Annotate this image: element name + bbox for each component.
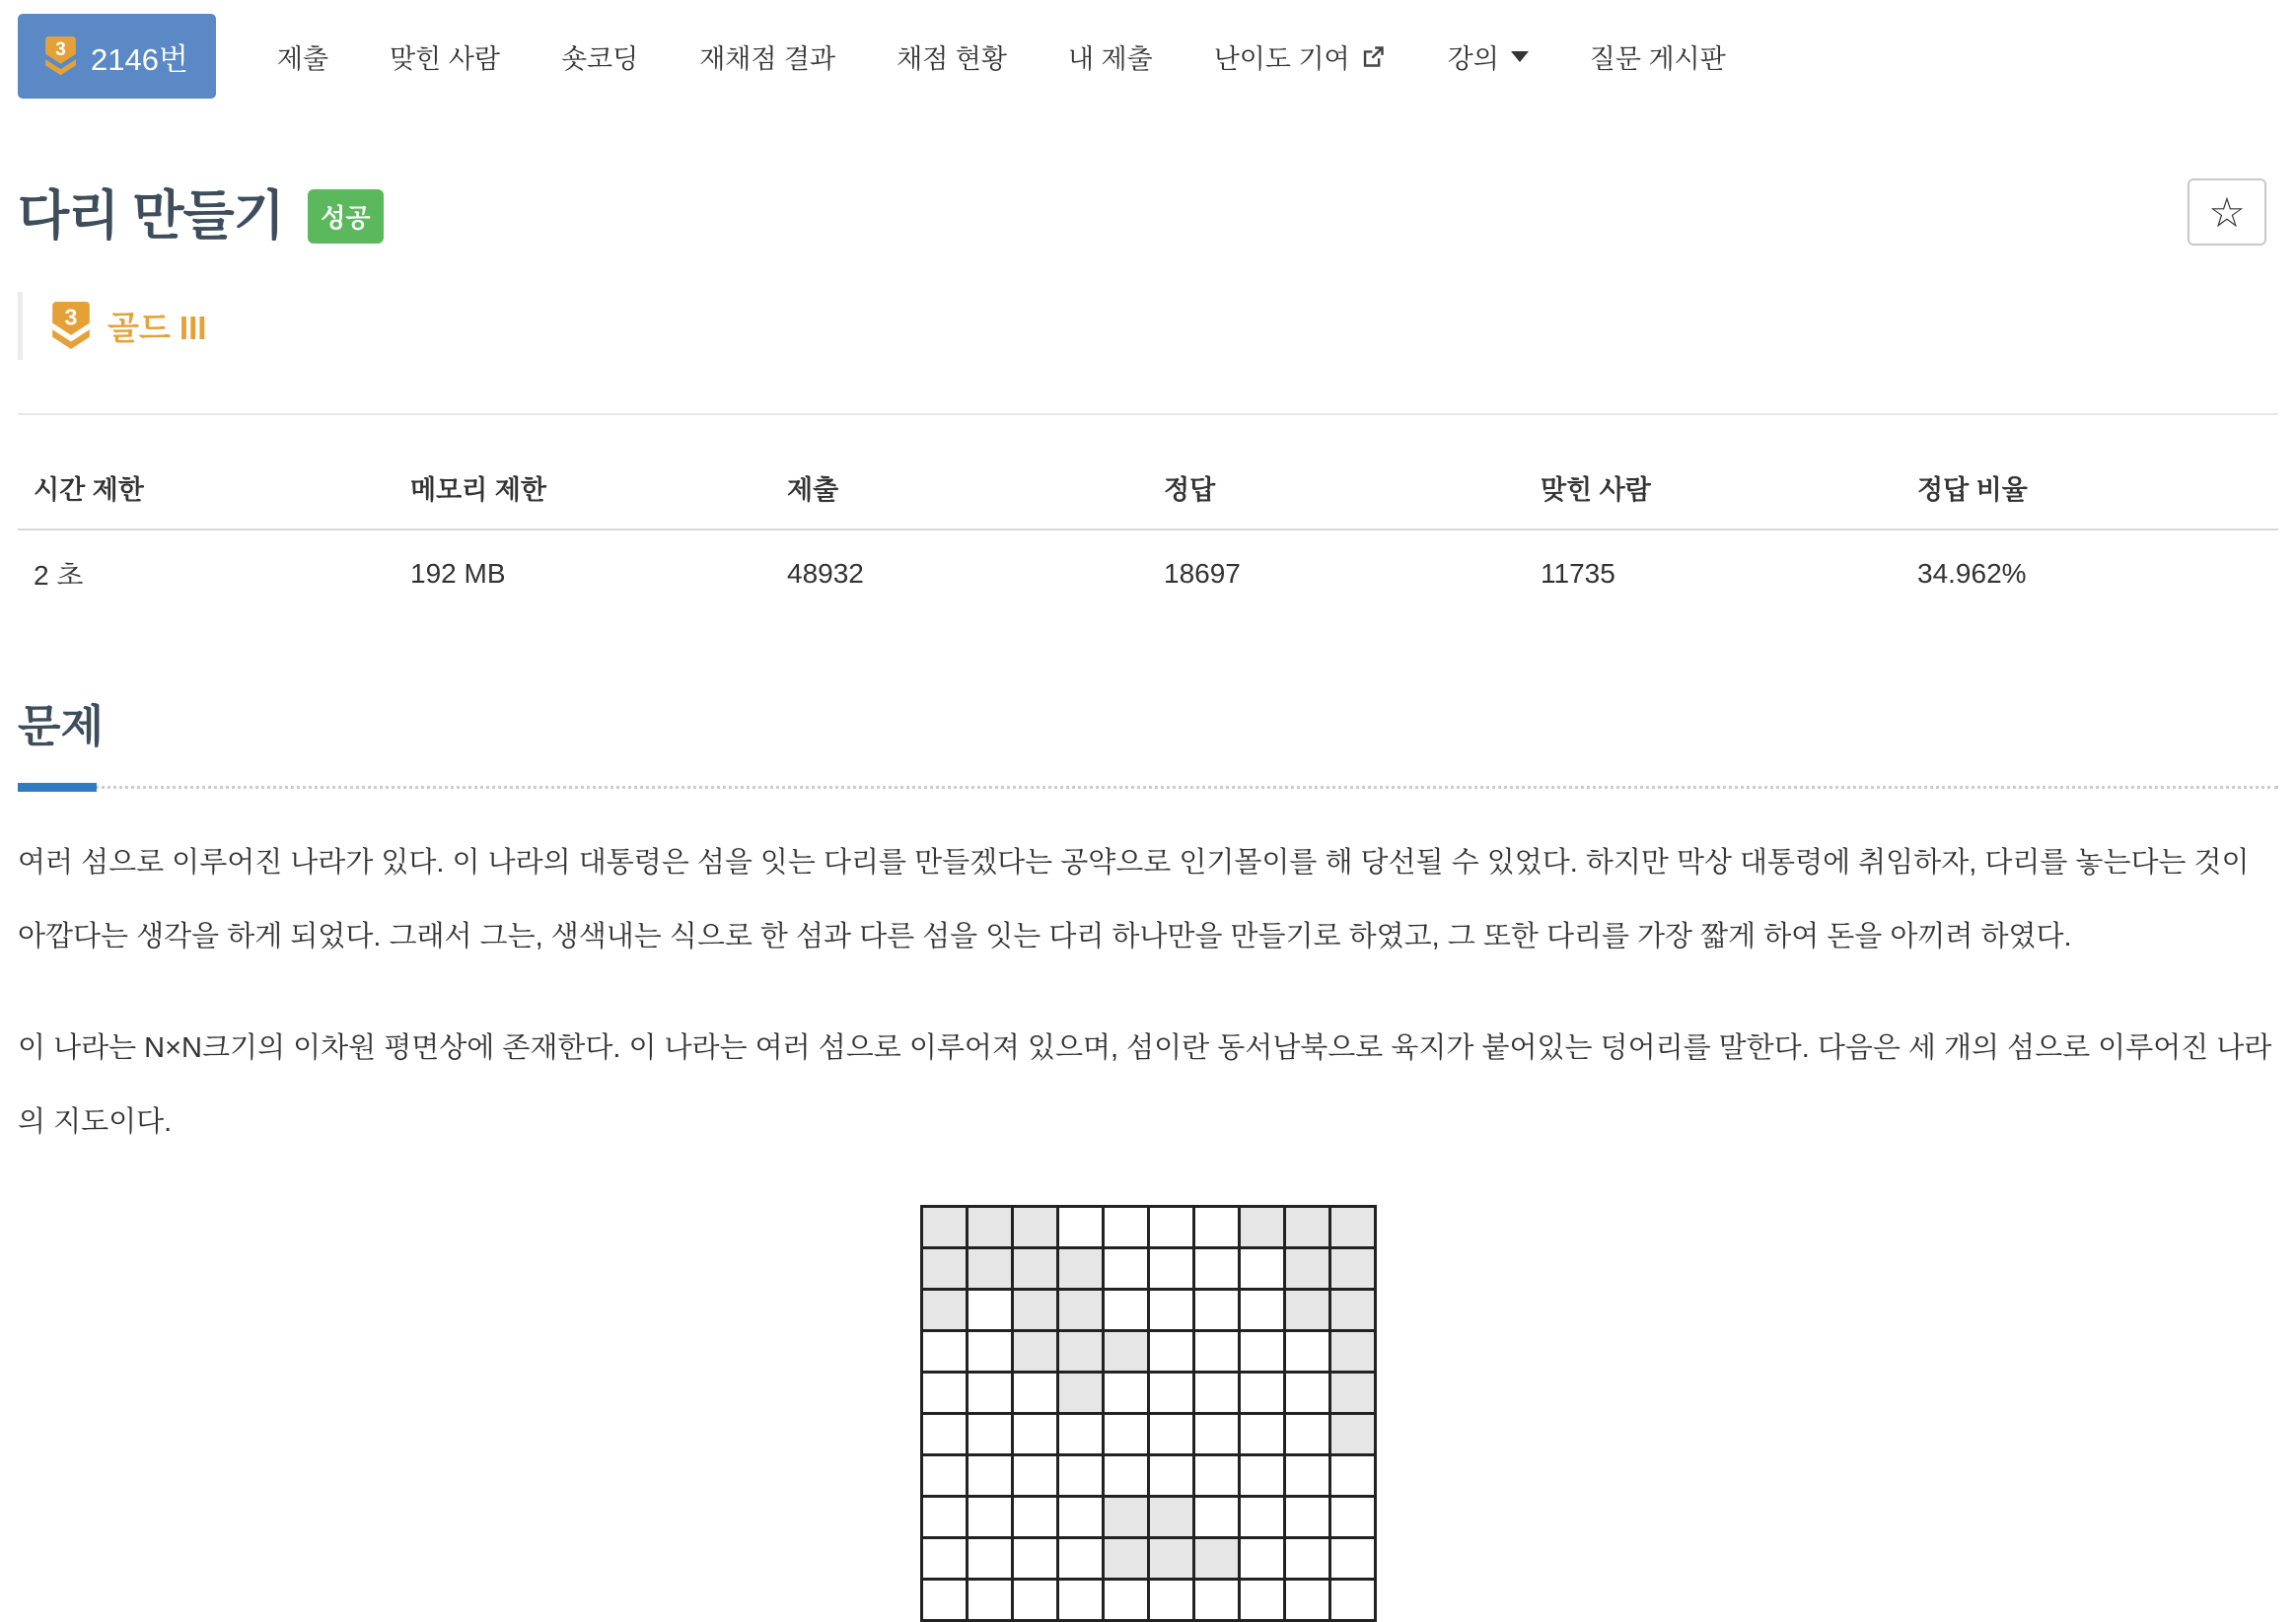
map-cell-sea: [1059, 1498, 1102, 1536]
map-cell-sea: [1195, 1374, 1238, 1412]
tab-judging-status[interactable]: 채점 현황: [897, 43, 1007, 74]
map-cell-land: [1286, 1291, 1328, 1329]
island-map-grid: [920, 1205, 1377, 1622]
map-cell-land: [1059, 1374, 1102, 1412]
map-cell-sea: [923, 1332, 966, 1371]
map-cell-land: [923, 1208, 966, 1246]
map-cell-sea: [1241, 1249, 1283, 1288]
map-cell-land: [1286, 1249, 1328, 1288]
map-cell-sea: [1195, 1581, 1238, 1619]
stats-table: [18, 443, 2278, 627]
stat-header-time-limit: 시간 제한: [18, 443, 395, 529]
map-cell-sea: [1331, 1498, 1374, 1536]
problem-paragraph-2: 이 나라는 N×N크기의 이차원 평면상에 존재한다. 이 나라는 여러 섬으로 이루어져 있으며, 섬이란 동서남북으로 육지가 붙어있는 덩어리를 말한다. 다음은 세 개의 섬으로 이루어진 나라의 지도이다.: [18, 1032, 2272, 1138]
tab-my-submissions[interactable]: 내 제출: [1067, 43, 1153, 74]
map-cell-sea: [1241, 1498, 1283, 1536]
map-cell-sea: [1150, 1208, 1192, 1246]
stat-value-time-limit: 2 초: [34, 560, 84, 591]
map-cell-sea: [1059, 1539, 1102, 1578]
tier-badge-icon: [45, 36, 76, 76]
map-cell-sea: [1105, 1374, 1147, 1412]
map-cell-sea: [1150, 1249, 1192, 1288]
stat-header-accepted-users: 맞힌 사람: [1525, 443, 1901, 529]
map-cell-sea: [923, 1456, 966, 1495]
map-cell-sea: [1059, 1208, 1102, 1246]
map-cell-sea: [1105, 1581, 1147, 1619]
stat-header-memory-limit: 메모리 제한: [395, 443, 771, 529]
map-cell-land: [1059, 1291, 1102, 1329]
map-cell-sea: [1241, 1456, 1283, 1495]
tab-short-coding[interactable]: 숏코딩: [560, 43, 639, 74]
map-cell-sea: [1331, 1539, 1374, 1578]
map-cell-sea: [1014, 1456, 1056, 1495]
stat-value-accept-ratio: 34.962%: [1917, 558, 2027, 589]
map-cell-sea: [969, 1539, 1011, 1578]
lectures-label: 강의: [1447, 43, 1499, 74]
map-cell-sea: [1150, 1374, 1192, 1412]
map-cell-sea: [1195, 1415, 1238, 1453]
tab-lectures[interactable]: [1448, 37, 1529, 76]
tab-question-board[interactable]: 질문 게시판: [1589, 43, 1726, 74]
map-cell-land: [1059, 1249, 1102, 1288]
map-cell-sea: [1150, 1456, 1192, 1495]
map-cell-land: [1014, 1291, 1056, 1329]
map-cell-sea: [1286, 1374, 1328, 1412]
map-cell-sea: [1286, 1415, 1328, 1453]
map-cell-sea: [1241, 1332, 1283, 1371]
map-cell-land: [1150, 1498, 1192, 1536]
problem-number-label: 2146번: [91, 41, 188, 77]
difficulty-contribute-label: 난이도 기여: [1213, 43, 1350, 74]
map-cell-land: [1331, 1415, 1374, 1453]
map-cell-sea: [1059, 1415, 1102, 1453]
section-underline-accent: [18, 783, 97, 792]
map-cell-sea: [1150, 1291, 1192, 1329]
map-cell-sea: [1105, 1249, 1147, 1288]
stat-header-accepted: 정답: [1148, 443, 1525, 529]
map-cell-sea: [923, 1581, 966, 1619]
map-cell-sea: [969, 1291, 1011, 1329]
map-cell-sea: [1105, 1291, 1147, 1329]
map-cell-sea: [1241, 1291, 1283, 1329]
map-cell-sea: [1195, 1291, 1238, 1329]
svg-text:3: 3: [64, 304, 78, 330]
status-badge: 성공: [308, 189, 383, 244]
map-cell-sea: [1014, 1374, 1056, 1412]
map-cell-land: [969, 1208, 1011, 1246]
stats-header-row: [18, 443, 2278, 529]
tab-problem-number[interactable]: [18, 14, 216, 99]
map-cell-sea: [1150, 1581, 1192, 1619]
section-underline: [18, 786, 2278, 789]
map-cell-sea: [969, 1415, 1011, 1453]
problem-paragraph-1: 여러 섬으로 이루어진 나라가 있다. 이 나라의 대통령은 섬을 잇는 다리를 만들겠다는 공약으로 인기몰이를 해 당선될 수 있었다. 하지만 막상 대통령에 취임하자, 다리를 놓는다는 것이 아깝다는 생각을 하게 되었다. 그래서 그는, 생색내는 식으로 한 섬과 다른 섬을 잇는 다리 하나만을 만들기로 하였고, 그 또한 다리를 가장 짧게 하여 돈을 아끼려 하였다.: [18, 847, 2250, 952]
stats-value-row: [18, 529, 2278, 627]
svg-text:3: 3: [55, 39, 66, 61]
map-cell-land: [1105, 1332, 1147, 1371]
section-title-problem: 문제: [18, 701, 104, 751]
map-cell-sea: [1331, 1456, 1374, 1495]
map-cell-land: [1195, 1539, 1238, 1578]
map-cell-sea: [1286, 1456, 1328, 1495]
tab-difficulty-contribute[interactable]: [1214, 37, 1387, 76]
map-cell-sea: [1105, 1456, 1147, 1495]
map-cell-sea: [1241, 1581, 1283, 1619]
chevron-down-icon: [1511, 51, 1529, 62]
page-title: 다리 만들기: [18, 186, 284, 246]
map-cell-land: [923, 1249, 966, 1288]
map-cell-sea: [969, 1498, 1011, 1536]
stat-header-submissions: 제출: [771, 443, 1148, 529]
map-cell-sea: [969, 1581, 1011, 1619]
map-cell-sea: [1241, 1374, 1283, 1412]
star-button[interactable]: [2188, 178, 2266, 246]
tab-submit[interactable]: 제출: [276, 43, 329, 74]
external-link-icon: [1360, 43, 1387, 70]
map-cell-land: [1014, 1249, 1056, 1288]
title-row: [18, 174, 2278, 250]
tier-name[interactable]: 골드 III: [108, 310, 207, 346]
map-cell-land: [923, 1291, 966, 1329]
map-cell-sea: [923, 1498, 966, 1536]
stat-value-accepted: 18697: [1164, 558, 1241, 589]
map-cell-land: [969, 1249, 1011, 1288]
divider: [18, 413, 2278, 415]
map-cell-sea: [969, 1374, 1011, 1412]
problem-section: [18, 690, 2278, 1622]
tab-accepted-users[interactable]: 맞힌 사람: [390, 43, 500, 74]
map-cell-land: [1331, 1291, 1374, 1329]
map-cell-sea: [923, 1374, 966, 1412]
map-cell-sea: [1286, 1581, 1328, 1619]
map-cell-sea: [1241, 1539, 1283, 1578]
map-cell-sea: [1150, 1415, 1192, 1453]
map-cell-sea: [1241, 1415, 1283, 1453]
map-cell-sea: [969, 1456, 1011, 1495]
problem-menu: [18, 0, 2278, 99]
map-cell-sea: [1059, 1456, 1102, 1495]
map-cell-sea: [1195, 1456, 1238, 1495]
map-cell-land: [1105, 1539, 1147, 1578]
map-cell-sea: [923, 1415, 966, 1453]
tier-icon-gold-3: [52, 302, 90, 350]
map-cell-sea: [1059, 1581, 1102, 1619]
map-cell-sea: [1195, 1332, 1238, 1371]
map-cell-sea: [1331, 1581, 1374, 1619]
map-cell-land: [1105, 1498, 1147, 1536]
stat-value-submissions: 48932: [787, 558, 864, 589]
map-cell-sea: [1195, 1208, 1238, 1246]
tier-blockquote: [18, 292, 2278, 360]
map-cell-land: [1331, 1332, 1374, 1371]
map-cell-land: [1014, 1332, 1056, 1371]
map-cell-sea: [1014, 1498, 1056, 1536]
map-cell-sea: [1014, 1581, 1056, 1619]
map-cell-land: [1331, 1208, 1374, 1246]
map-cell-sea: [1105, 1208, 1147, 1246]
star-icon: ☆: [2208, 188, 2246, 236]
map-cell-land: [1241, 1208, 1283, 1246]
map-cell-land: [1059, 1332, 1102, 1371]
map-cell-sea: [1195, 1249, 1238, 1288]
map-cell-land: [1150, 1539, 1192, 1578]
map-cell-sea: [1014, 1539, 1056, 1578]
map-cell-sea: [1105, 1415, 1147, 1453]
map-cell-sea: [923, 1539, 966, 1578]
map-cell-sea: [1286, 1498, 1328, 1536]
map-cell-land: [1286, 1208, 1328, 1246]
map-cell-land: [1331, 1374, 1374, 1412]
map-cell-land: [1331, 1249, 1374, 1288]
map-cell-sea: [969, 1332, 1011, 1371]
map-cell-land: [1014, 1208, 1056, 1246]
map-cell-sea: [1286, 1332, 1328, 1371]
stat-value-accepted-users: 11735: [1541, 558, 1615, 589]
map-cell-sea: [1150, 1332, 1192, 1371]
stat-value-memory-limit: 192 MB: [410, 558, 506, 589]
map-cell-sea: [1286, 1539, 1328, 1578]
map-cell-sea: [1195, 1498, 1238, 1536]
tab-rejudge-result[interactable]: 재채점 결과: [699, 43, 836, 74]
map-cell-sea: [1014, 1415, 1056, 1453]
stat-header-accept-ratio: 정답 비율: [1901, 443, 2278, 529]
